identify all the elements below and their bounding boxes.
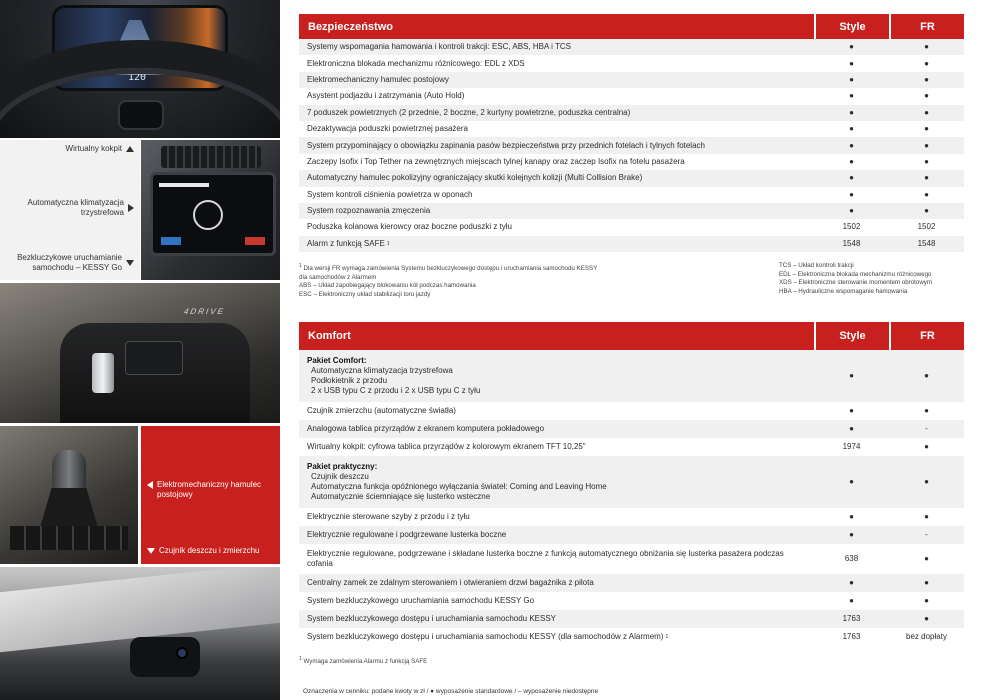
column-style: Style (814, 322, 889, 350)
caption-sensor: Czujnik deszczu i zmierzchu (147, 546, 275, 556)
table-row (299, 592, 964, 610)
feature-label: Systemy wspomagania hamowania i kontroli trakcji: ESC, ABS, HBA i TCS (307, 42, 571, 52)
steering-wheel-photo (0, 0, 280, 138)
speed-readout: 120 (128, 72, 147, 83)
section-title: Komfort (299, 322, 814, 350)
console-logo: 4DRIVE (182, 307, 227, 316)
table-row (299, 236, 964, 252)
value-style: ● (849, 107, 854, 117)
feature-label: Elektrycznie regulowane i podgrzewane lusterka boczne (307, 530, 507, 539)
climate-screen (153, 175, 273, 253)
value-style: ● (849, 578, 854, 587)
value-fr: ● (924, 596, 929, 605)
value-style: ● (849, 189, 854, 199)
value-style: ● (849, 58, 854, 68)
table-row (299, 610, 964, 628)
value-style: 1763 (842, 632, 861, 641)
table-row (299, 544, 964, 574)
table-row (299, 55, 964, 71)
package-item: Automatyczna funkcja opóźnionego wyłączania świateł: Coming and Leaving Home (311, 482, 607, 491)
table-row (299, 105, 964, 121)
value-style: ● (849, 424, 854, 433)
feature-label: Dezaktywacja poduszki powietrznej pasażera (307, 124, 468, 134)
package-title: Pakiet praktyczny: (307, 462, 378, 471)
comfort-section (299, 322, 964, 665)
value-fr: ● (924, 442, 929, 451)
feature-label: System bezkluczykowego uruchamiania samochodu KESSY Go (307, 596, 535, 605)
feature-label: Automatyczny hamulec pokolizyjny ograniczający skutki kolejnych kolizji (Multi Collision Brake) (307, 173, 643, 183)
photo-column (0, 0, 280, 700)
gear-stick-photo (0, 426, 138, 564)
value-fr: ● (924, 512, 929, 521)
arrow-down-icon (147, 548, 155, 554)
feature-label: Poduszka kolanowa kierowcy oraz boczne poduszki z tyłu (307, 222, 512, 232)
value-style: ● (849, 596, 854, 605)
value-fr: ● (924, 58, 929, 68)
value-style: ● (849, 140, 854, 150)
feature-label: Analogowa tablica przyrządów z ekranem komputera pokładowego (307, 424, 545, 433)
value-fr: ● (924, 107, 929, 117)
table-row (299, 121, 964, 137)
table-row (299, 170, 964, 186)
value-fr: ● (924, 74, 929, 84)
column-fr: FR (889, 14, 964, 39)
center-console-photo (0, 283, 280, 423)
feature-label: System bezkluczykowego dostępu i uruchamiania samochodu KESSY (dla samochodów z Alarmem) 1 (307, 632, 669, 641)
safety-table (299, 39, 964, 252)
value-fr: ● (924, 614, 929, 623)
value-fr: ● (924, 206, 929, 216)
feature-label: System kontroli ciśnienia powietrza w oponach (307, 189, 473, 199)
comfort-header (299, 322, 964, 350)
value-style: 1763 (842, 614, 861, 623)
caption-climate: Automatyczna klimatyzacja trzystrefowa (4, 198, 134, 218)
value-fr: ● (924, 371, 929, 380)
value-fr: 1502 (917, 222, 936, 232)
feature-label: Alarm z funkcją SAFE 1 (307, 238, 390, 248)
value-fr: - (925, 530, 928, 539)
value-style: ● (849, 206, 854, 216)
value-style: ● (849, 91, 854, 101)
value-fr: ● (924, 477, 929, 486)
arrow-right-icon (128, 204, 134, 212)
value-style: ● (849, 530, 854, 539)
value-style: ● (849, 512, 854, 521)
arrow-down-icon (126, 260, 134, 266)
value-fr: ● (924, 124, 929, 134)
value-fr: - (925, 424, 928, 433)
value-style: 1974 (842, 442, 861, 451)
value-style: ● (849, 477, 854, 486)
footnote-marker: 1 (386, 240, 390, 247)
feature-label: System przypominający o obowiązku zapinania pasów bezpieczeństwa przy przednich fotelach i tylnych fotelach (307, 140, 705, 150)
value-style: 1548 (842, 238, 861, 248)
feature-label: System rozpoznawania zmęczenia (307, 206, 431, 216)
table-row (299, 508, 964, 526)
feature-label: Wirtualny kokpit: cyfrowa tablica przyrządów z kolorowym ekranem TFT 10,25" (307, 442, 586, 451)
package-item: Automatyczna klimatyzacja trzystrefowa (311, 366, 453, 375)
steering-hub (118, 100, 164, 130)
table-row (299, 574, 964, 592)
table-row (299, 88, 964, 104)
feature-label: Asystent podjazdu i zatrzymania (Auto Hold) (307, 91, 465, 101)
value-fr: ● (924, 91, 929, 101)
table-row (299, 72, 964, 88)
value-fr: ● (924, 42, 929, 52)
fan-icon (193, 200, 223, 230)
safety-section (299, 14, 964, 300)
wireless-charging-pad (125, 341, 183, 375)
column-style: Style (814, 14, 889, 39)
value-fr: ● (924, 156, 929, 166)
feature-label: Centralny zamek ze zdalnym sterowaniem i otwieraniem drzwi bagażnika z pilota (307, 578, 594, 587)
value-fr: ● (924, 140, 929, 150)
value-fr: ● (924, 554, 929, 563)
value-fr: ● (924, 189, 929, 199)
table-row (299, 526, 964, 544)
arrow-up-icon (126, 146, 134, 152)
feature-label: Czujnik zmierzchu (automatyczne światła) (307, 406, 456, 415)
column-fr: FR (889, 322, 964, 350)
table-row (299, 420, 964, 438)
legend: Oznaczenia w cenniku: podane kwoty w zł / ● wyposażenie standardowe / – wyposażenie niedostępne (303, 688, 599, 695)
footnote-marker: 1 (665, 634, 669, 640)
feature-label: System bezkluczykowego dostępu i uruchamiania samochodu KESSY (307, 614, 557, 623)
feature-label: 7 poduszek powietrznych (2 przednie, 2 boczne, 2 kurtyny powietrzne, poduszka centralna) (307, 107, 631, 117)
value-style: 638 (844, 554, 859, 563)
value-fr: bez dopłaty (906, 632, 947, 641)
table-row (299, 187, 964, 203)
comfort-table (299, 350, 964, 646)
table-row (299, 137, 964, 153)
package-item: Automatycznie ściemniające się lusterko wsteczne (311, 492, 491, 501)
safety-notes: $^1$ Dla wersji FR wymaga zamówienia Systemu bezkluczykowego dostępu i uruchamiania samochodu KESSY dla samochodów z Alarmem ABS – Układ zapobiegający blokowaniu kół podczas hamowania ESC – Elektroniczny układ stabilizacji toru jazdy TCS – Układ kontroli trakcji EDL – Elektroniczna blokada mechanizmu różnicowego XDS – Elektroniczne sterowanie momentem obrotowym HBA – Hydrauliczne wspomaganie hamowania (299, 262, 933, 298)
feature-label: Elektroniczna blokada mechanizmu różnicowego: EDL z XDS (307, 58, 525, 68)
table-row (299, 203, 964, 219)
value-style: ● (849, 406, 854, 415)
value-fr: ● (924, 406, 929, 415)
safety-header (299, 14, 964, 39)
table-row (299, 628, 964, 646)
table-row (299, 219, 964, 235)
package-cell (299, 350, 814, 402)
package-item: Podłokietnik z przodu (311, 376, 388, 385)
feature-label: Zaczepy Isofix i Top Tether na zewnętrznych miejscach tylnej kanapy oraz zaczep Isofix na fotelu pasażera (307, 156, 685, 166)
table-row (299, 438, 964, 456)
feature-label: Elektrycznie regulowane, podgrzewane i składane lusterka boczne z funkcją automatycznego obniżania się lusterka pasażera podczas cofania (307, 549, 784, 568)
rear-mirror-photo (0, 567, 280, 700)
rain-sensor-housing (130, 637, 200, 677)
value-fr: ● (924, 173, 929, 183)
feature-label: Elektrycznie sterowane szyby z przodu i z tyłu (307, 512, 470, 521)
feature-label: Elektromechaniczny hamulec postojowy (307, 74, 449, 84)
table-row (299, 154, 964, 170)
table-row (299, 350, 964, 402)
package-item: Czujnik deszczu (311, 472, 369, 481)
arrow-left-icon (147, 481, 153, 489)
value-style: ● (849, 124, 854, 134)
table-row (299, 402, 964, 420)
value-fr: ● (924, 578, 929, 587)
package-item: 2 x USB typu C z przodu i 2 x USB typu C z tyłu (311, 386, 481, 395)
caption-handbrake: Elektromechaniczny hamulec postojowy (147, 480, 267, 500)
value-fr: 1548 (917, 238, 936, 248)
caption-cockpit: Wirtualny kokpit (4, 144, 134, 154)
value-style: ● (849, 74, 854, 84)
package-cell (299, 456, 814, 508)
table-row (299, 39, 964, 55)
value-style: 1502 (842, 222, 861, 232)
value-style: ● (849, 42, 854, 52)
value-style: ● (849, 371, 854, 380)
section-title: Bezpieczeństwo (299, 14, 814, 39)
table-row (299, 456, 964, 508)
gear-selector (92, 353, 114, 393)
infotainment-screen-photo (141, 140, 280, 280)
value-style: ● (849, 173, 854, 183)
caption-panel (0, 140, 140, 280)
package-title: Pakiet Comfort: (307, 356, 367, 365)
red-caption-panel (141, 426, 280, 564)
comfort-note: $^1$ Wymaga zamówienia Alarmu z funkcją SAFE (299, 656, 428, 666)
value-style: ● (849, 156, 854, 166)
caption-keyless: Bezkluczykowe uruchamianie samochodu – KESSY Go (4, 253, 134, 273)
